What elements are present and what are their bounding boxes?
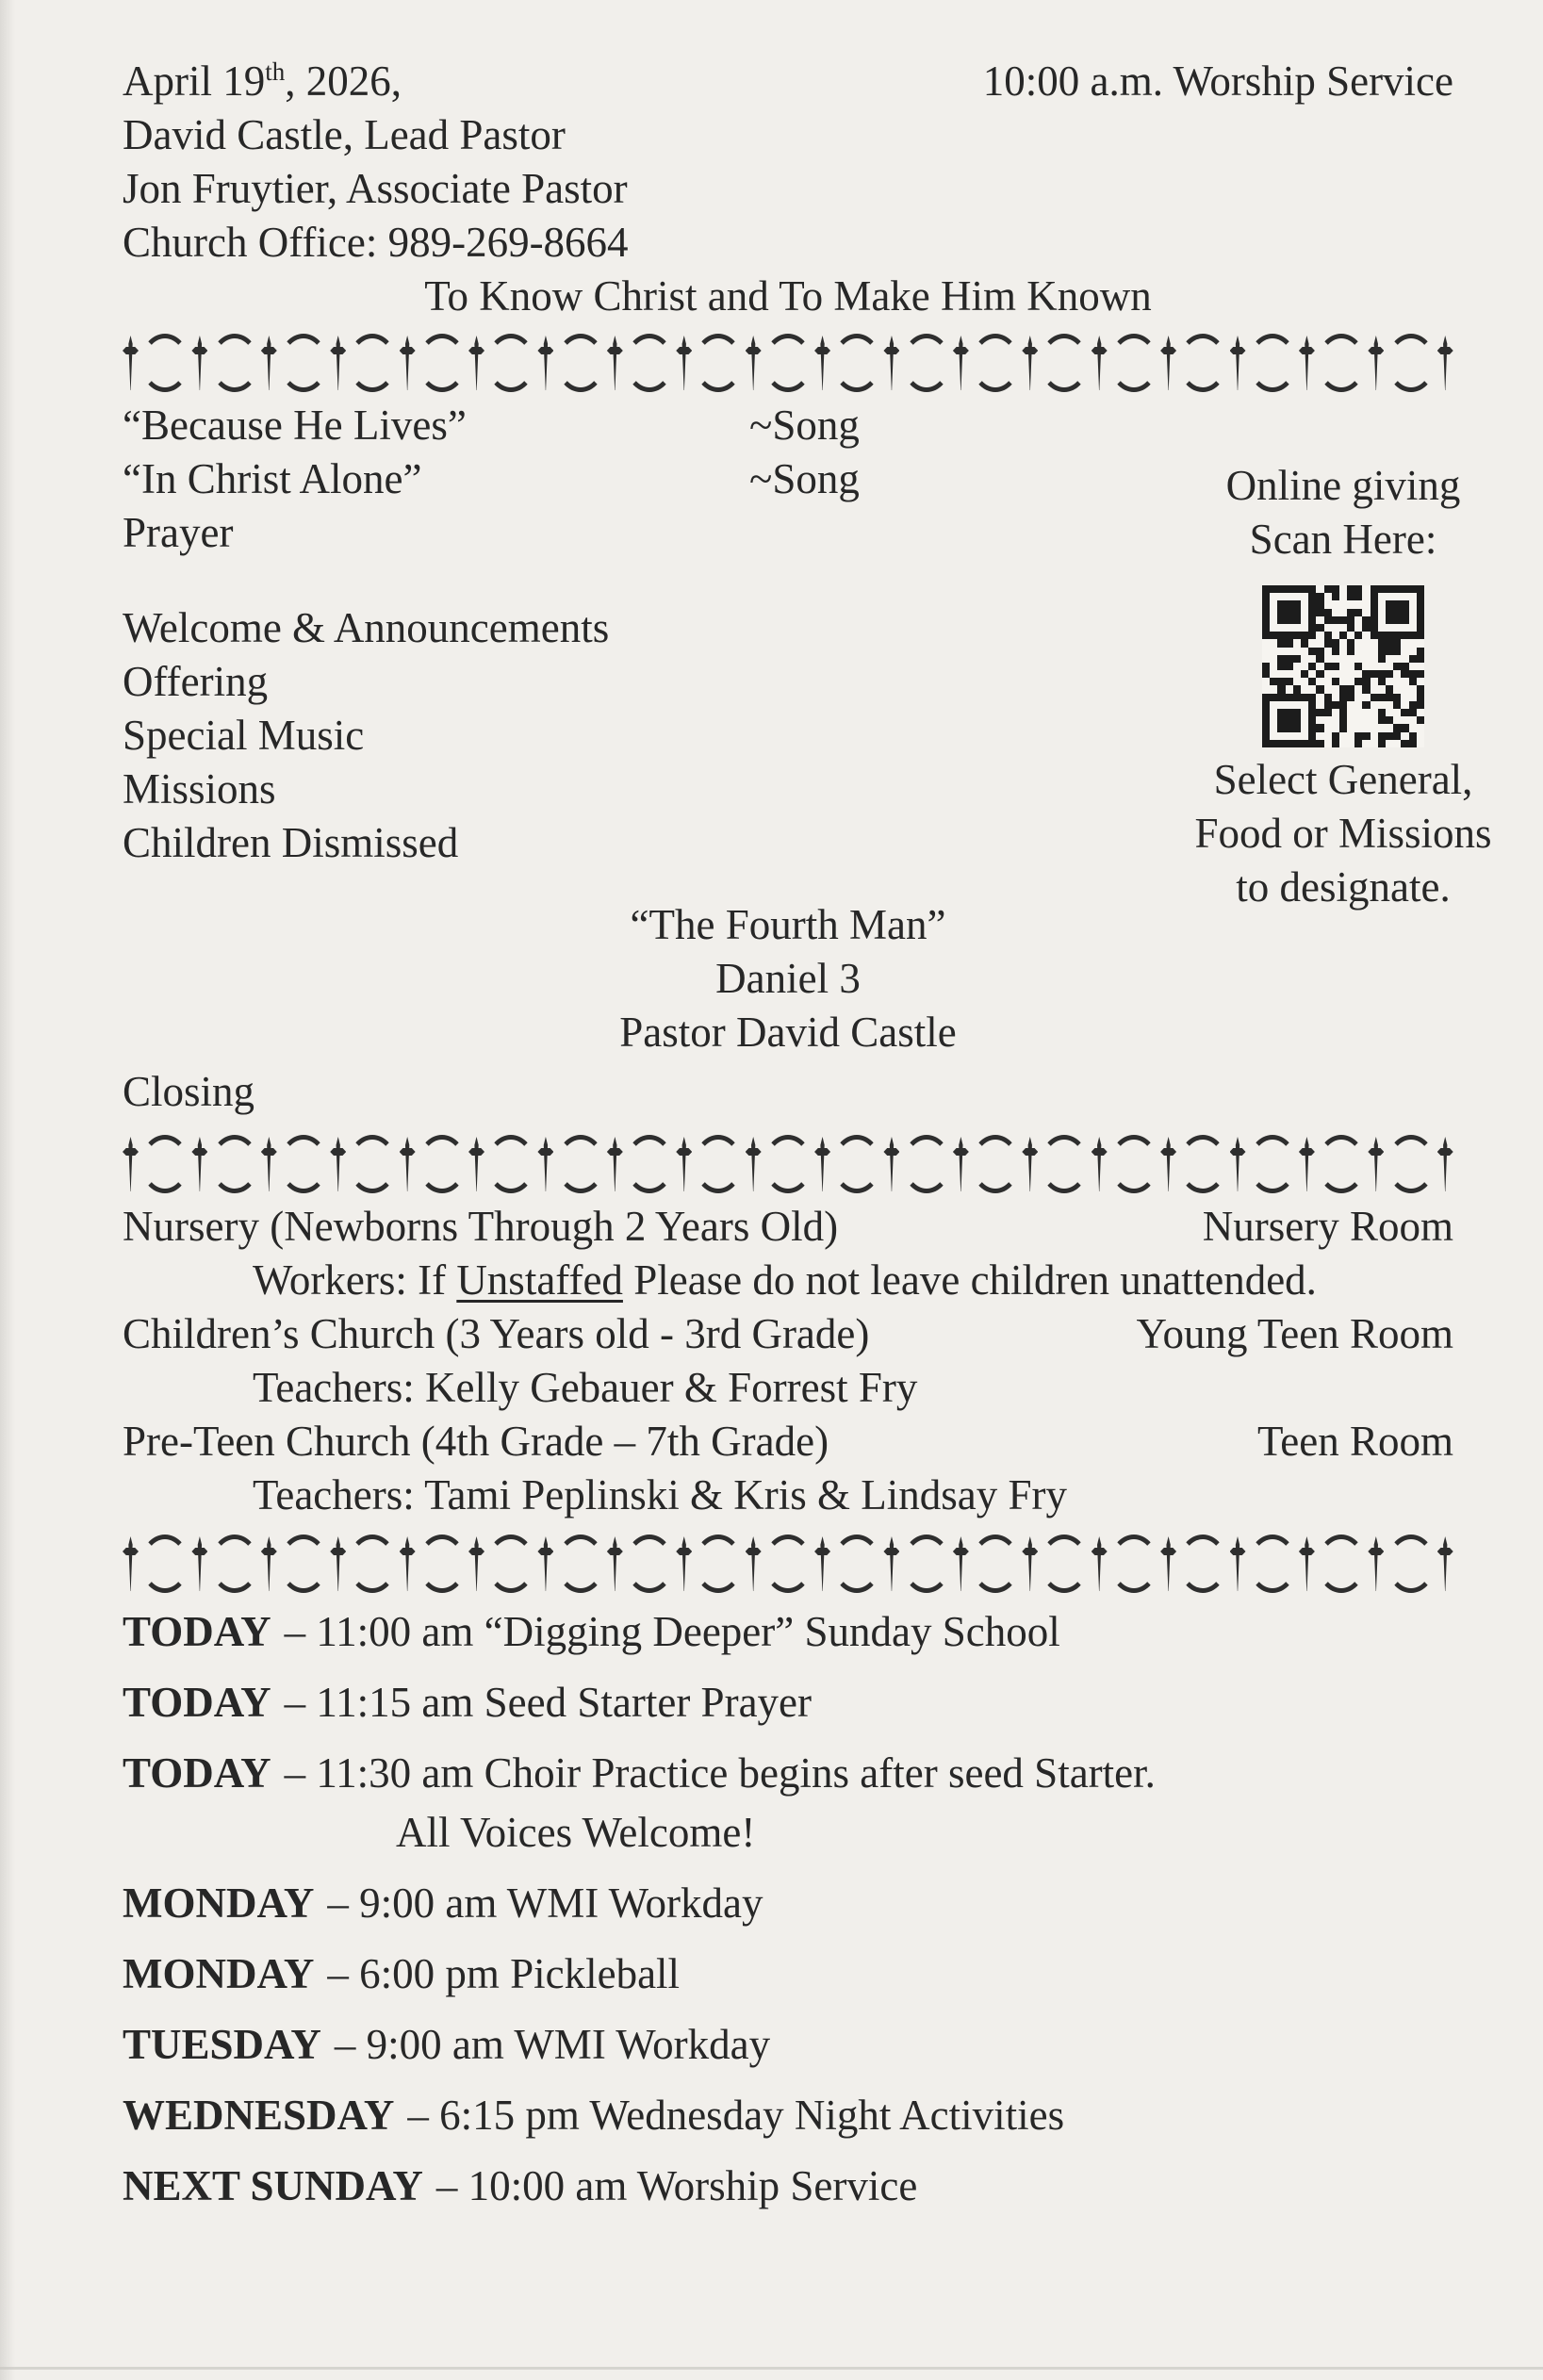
sermon-title: “The Fourth Man” <box>630 901 946 948</box>
giving-heading-line1: Online giving <box>1225 462 1461 509</box>
cross-icon <box>1092 1136 1108 1192</box>
cross-icon <box>468 1535 484 1592</box>
cross-icon <box>1160 335 1176 391</box>
ring-icon <box>694 1535 743 1593</box>
cross-icon <box>676 1136 692 1192</box>
cross-icon <box>330 1136 346 1192</box>
ring-icon <box>1109 1535 1158 1593</box>
ministry-row <box>123 1200 1453 1254</box>
date-ordinal: th <box>265 57 286 86</box>
schedule-row <box>123 1605 1453 1659</box>
cross-icon <box>607 1535 623 1592</box>
ring-icon <box>1109 334 1158 392</box>
cross-icon <box>191 335 207 391</box>
giving-heading-line2: Scan Here: <box>1249 516 1437 563</box>
giving-note-line1: Select General, <box>1213 756 1473 803</box>
date-prefix: April 19 <box>123 57 266 105</box>
song-title: “Because He Lives” <box>123 402 467 449</box>
ring-icon <box>1248 334 1297 392</box>
cross-icon <box>1437 335 1453 391</box>
ring-icon <box>210 334 259 392</box>
ring-icon <box>902 334 951 392</box>
schedule-day: NEXT SUNDAY <box>123 2162 423 2209</box>
ring-icon <box>694 334 743 392</box>
room-name: Young Teen Room <box>1136 1310 1453 1357</box>
ring-icon <box>902 1535 951 1593</box>
ring-icon <box>1040 1135 1089 1193</box>
order-item: Welcome & Announcements <box>123 604 610 651</box>
note-underlined: Unstaffed <box>456 1256 623 1304</box>
cross-divider-middle <box>123 1128 1453 1200</box>
schedule-row <box>123 1747 1453 1860</box>
cross-icon <box>1022 335 1038 391</box>
schedule-details: – 9:00 am WMI Workday <box>327 1879 763 1927</box>
ring-icon <box>348 334 397 392</box>
order-item: Offering <box>123 658 269 705</box>
room-name: Nursery Room <box>1202 1203 1453 1250</box>
giving-note-line2: Food or Missions <box>1194 810 1492 857</box>
cross-icon <box>1299 1535 1315 1592</box>
cross-icon <box>1022 1535 1038 1592</box>
cross-icon <box>400 1136 416 1192</box>
cross-icon <box>607 1136 623 1192</box>
church-motto: To Know Christ and To Make Him Known <box>424 272 1152 320</box>
ring-icon <box>763 1135 813 1193</box>
schedule-row <box>123 1877 1453 1930</box>
cross-icon <box>261 1535 277 1592</box>
ring-icon <box>140 1135 189 1193</box>
schedule-row <box>123 1676 1453 1730</box>
cross-icon <box>746 335 762 391</box>
cross-icon <box>1230 1136 1246 1192</box>
ministry-note: Teachers: Tami Peplinski & Kris & Lindsay Fry <box>253 1471 1068 1518</box>
cross-icon <box>123 1535 139 1592</box>
ring-icon <box>763 1535 813 1593</box>
cross-icon <box>1022 1136 1038 1192</box>
schedule-day: TODAY <box>123 1608 271 1655</box>
cross-icon <box>123 335 139 391</box>
date-line <box>123 55 629 108</box>
sermon-speaker: Pastor David Castle <box>619 1009 957 1056</box>
cross-icon <box>537 335 553 391</box>
cross-icon <box>746 1535 762 1592</box>
order-item: Children Dismissed <box>123 819 459 866</box>
schedule-day: TODAY <box>123 1749 271 1797</box>
cross-icon <box>468 335 484 391</box>
ring-icon <box>418 334 467 392</box>
cross-icon <box>607 335 623 391</box>
schedule-row <box>123 2018 1453 2072</box>
schedule-day: WEDNESDAY <box>123 2092 395 2139</box>
ring-icon <box>832 1535 881 1593</box>
cross-icon <box>1230 335 1246 391</box>
schedule-details: – 6:00 pm Pickleball <box>327 1950 681 1997</box>
qr-code <box>1262 585 1424 747</box>
ring-icon <box>556 1135 605 1193</box>
schedule-day: MONDAY <box>123 1879 315 1927</box>
cross-icon <box>1092 1535 1108 1592</box>
weekly-schedule <box>123 1605 1453 2213</box>
cross-icon <box>953 1535 969 1592</box>
cross-icon <box>1160 1136 1176 1192</box>
cross-icon <box>1160 1535 1176 1592</box>
ring-icon <box>1387 1135 1436 1193</box>
ring-icon <box>210 1535 259 1593</box>
cross-icon <box>261 335 277 391</box>
ring-icon <box>1248 1135 1297 1193</box>
ring-icon <box>418 1135 467 1193</box>
cross-icon <box>676 335 692 391</box>
ring-icon <box>279 334 328 392</box>
cross-icon <box>1437 1136 1453 1192</box>
cross-divider-top <box>123 327 1453 399</box>
cross-icon <box>537 1136 553 1192</box>
ring-icon <box>348 1135 397 1193</box>
childrens-ministry-section <box>123 1200 1453 1522</box>
order-item-prayer: Prayer <box>123 509 234 556</box>
sermon-scripture: Daniel 3 <box>715 955 861 1002</box>
cross-icon <box>1437 1535 1453 1592</box>
bulletin-header <box>123 55 1453 270</box>
cross-icon <box>191 1535 207 1592</box>
ring-icon <box>971 1535 1020 1593</box>
ministry-note <box>123 1254 1453 1307</box>
ministry-note: Teachers: Kelly Gebauer & Forrest Fry <box>253 1364 918 1411</box>
cross-icon <box>676 1535 692 1592</box>
cross-icon <box>883 1136 899 1192</box>
note-prefix: Workers: If <box>253 1256 457 1304</box>
sermon-block <box>123 898 1453 1059</box>
cross-icon <box>261 1136 277 1192</box>
ring-icon <box>556 334 605 392</box>
ring-icon <box>1387 1535 1436 1593</box>
ring-icon <box>1178 1535 1227 1593</box>
ring-icon <box>1248 1535 1297 1593</box>
scan-edge-line <box>0 2367 1543 2370</box>
schedule-day: TUESDAY <box>123 2021 321 2068</box>
room-name: Teen Room <box>1256 1418 1453 1465</box>
schedule-details: – 10:00 am Worship Service <box>435 2162 918 2209</box>
schedule-day: TODAY <box>123 1679 271 1726</box>
ring-icon <box>1040 334 1089 392</box>
ring-icon <box>1178 1135 1227 1193</box>
lead-pastor-line: David Castle, Lead Pastor <box>123 111 566 158</box>
ring-icon <box>1109 1135 1158 1193</box>
cross-icon <box>1092 335 1108 391</box>
cross-icon <box>123 1136 139 1192</box>
cross-divider-bottom <box>123 1528 1453 1600</box>
ring-icon <box>625 1535 674 1593</box>
cross-icon <box>330 1535 346 1592</box>
ring-icon <box>348 1535 397 1593</box>
ring-icon <box>486 1535 535 1593</box>
date-suffix: , 2026, <box>285 57 402 105</box>
schedule-details: – 11:15 am Seed Starter Prayer <box>284 1679 813 1726</box>
cross-icon <box>468 1136 484 1192</box>
cross-icon <box>953 1136 969 1192</box>
schedule-row <box>123 1947 1453 2001</box>
schedule-details: – 11:00 am “Digging Deeper” Sunday School <box>284 1608 1060 1655</box>
giving-note-line3: to designate. <box>1236 863 1451 911</box>
cross-icon <box>746 1136 762 1192</box>
schedule-extra-note: All Voices Welcome! <box>396 1809 756 1856</box>
associate-pastor-line: Jon Fruytier, Associate Pastor <box>123 165 628 212</box>
ministry-row <box>123 1415 1453 1469</box>
schedule-details: – 11:30 am Choir Practice begins after seed Starter. <box>284 1749 1156 1797</box>
cross-icon <box>400 335 416 391</box>
ring-icon <box>625 334 674 392</box>
song-title: “In Christ Alone” <box>123 455 422 502</box>
cross-icon <box>1299 335 1315 391</box>
ring-icon <box>279 1135 328 1193</box>
cross-icon <box>814 335 830 391</box>
ring-icon <box>210 1135 259 1193</box>
online-giving-box <box>1155 459 1532 914</box>
cross-icon <box>537 1535 553 1592</box>
program-name: Children’s Church (3 Years old - 3rd Grade) <box>123 1310 870 1357</box>
note-suffix: Please do not leave children unattended. <box>622 1256 1317 1304</box>
cross-icon <box>814 1136 830 1192</box>
schedule-day: MONDAY <box>123 1950 315 1997</box>
cross-icon <box>1368 335 1384 391</box>
ring-icon <box>1317 1135 1366 1193</box>
schedule-row <box>123 2159 1453 2213</box>
ring-icon <box>140 334 189 392</box>
schedule-row <box>123 2089 1453 2142</box>
schedule-details: – 6:15 pm Wednesday Night Activities <box>407 2092 1065 2139</box>
cross-icon <box>953 335 969 391</box>
order-item: Missions <box>123 765 276 812</box>
ring-icon <box>1317 1535 1366 1593</box>
ring-icon <box>694 1135 743 1193</box>
ring-icon <box>486 1135 535 1193</box>
order-item-closing: Closing <box>123 1068 255 1115</box>
cross-icon <box>883 1535 899 1592</box>
cross-icon <box>191 1136 207 1192</box>
ring-icon <box>140 1535 189 1593</box>
ring-icon <box>1178 334 1227 392</box>
ring-icon <box>763 334 813 392</box>
cross-icon <box>1230 1535 1246 1592</box>
song-tag: ~Song <box>749 402 860 449</box>
cross-icon <box>1368 1136 1384 1192</box>
song-row <box>123 399 1453 452</box>
ring-icon <box>418 1535 467 1593</box>
ring-icon <box>1387 334 1436 392</box>
schedule-details: – 9:00 am WMI Workday <box>334 2021 771 2068</box>
ring-icon <box>832 1135 881 1193</box>
song-tag: ~Song <box>749 455 860 502</box>
ministry-row <box>123 1307 1453 1361</box>
cross-icon <box>1368 1535 1384 1592</box>
ring-icon <box>832 334 881 392</box>
ring-icon <box>279 1535 328 1593</box>
ring-icon <box>1317 334 1366 392</box>
cross-icon <box>814 1535 830 1592</box>
cross-icon <box>400 1535 416 1592</box>
ring-icon <box>625 1135 674 1193</box>
program-name: Pre-Teen Church (4th Grade – 7th Grade) <box>123 1418 829 1465</box>
header-left-block <box>123 55 629 270</box>
ring-icon <box>556 1535 605 1593</box>
program-name: Nursery (Newborns Through 2 Years Old) <box>123 1203 839 1250</box>
ring-icon <box>486 334 535 392</box>
cross-icon <box>1299 1136 1315 1192</box>
cross-icon <box>883 335 899 391</box>
ring-icon <box>902 1135 951 1193</box>
ring-icon <box>1040 1535 1089 1593</box>
ring-icon <box>971 334 1020 392</box>
ring-icon <box>971 1135 1020 1193</box>
service-time: 10:00 a.m. Worship Service <box>982 57 1453 105</box>
order-item: Special Music <box>123 712 365 759</box>
cross-icon <box>330 335 346 391</box>
church-office-line: Church Office: 989-269-8664 <box>123 219 629 266</box>
